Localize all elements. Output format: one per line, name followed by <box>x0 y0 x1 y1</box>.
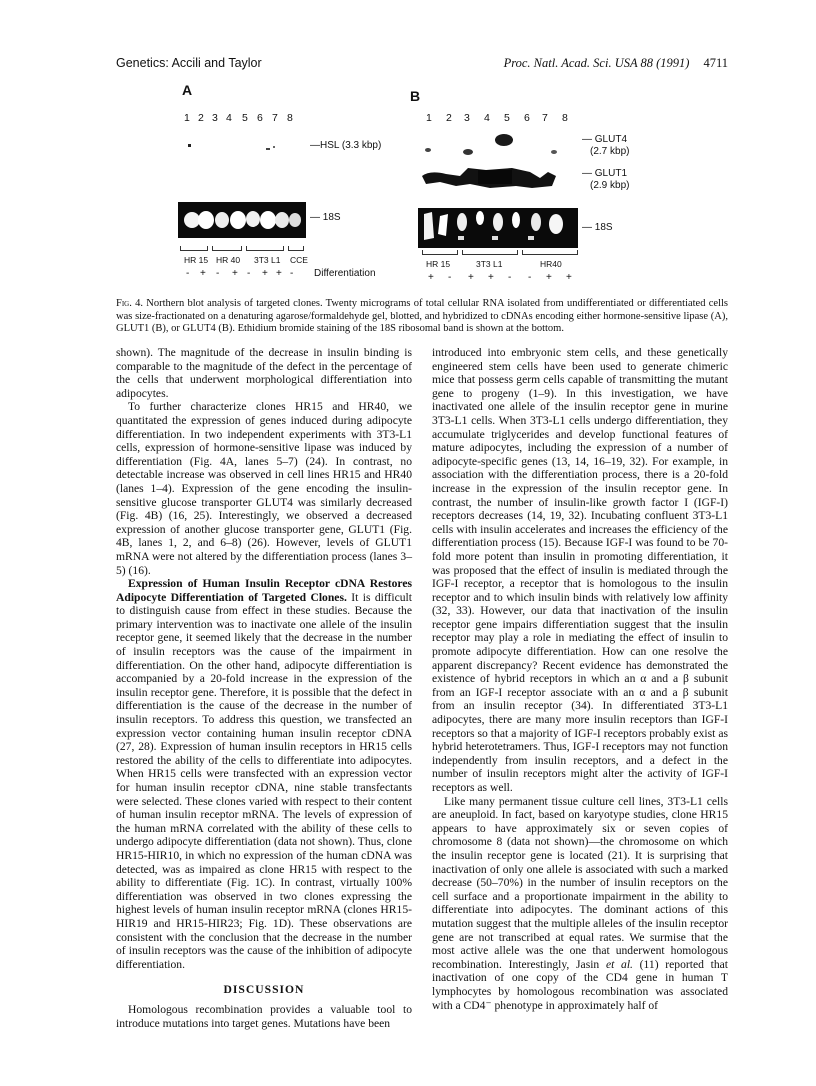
differentiation-mark: + <box>428 272 434 283</box>
group-bracket <box>462 250 518 255</box>
differentiation-label: Differentiation <box>314 268 376 279</box>
panel-b-letter: B <box>410 88 421 104</box>
differentiation-mark: - <box>508 272 512 283</box>
band-label-glut4-size: (2.7 kbp) <box>590 146 630 157</box>
band-label-glut1: — GLUT1 <box>582 168 628 179</box>
group-label: HR 15 <box>184 255 209 265</box>
page-number: 4711 <box>703 56 728 70</box>
paragraph-text-italic: et al. <box>605 957 633 971</box>
group-label: HR40 <box>540 259 562 269</box>
lane-number: 5 <box>242 112 248 124</box>
band-label-glut1-size: (2.9 kbp) <box>590 180 630 191</box>
group-label: HR 15 <box>426 259 451 269</box>
journal-citation: Proc. Natl. Acad. Sci. USA 88 (1991) <box>503 56 690 70</box>
band-label-hsl: —HSL (3.3 kbp) <box>310 140 382 151</box>
hsl-blot-image <box>178 132 308 162</box>
caption-text: Northern blot analysis of targeted clones. Twenty micrograms of total cellular RNA isolated from undifferentiated or differentiated cells was size-fractionated on a denaturing agarose/formaldehyde gel, blotted, and hybridized to cDNAs encoding either hormone-sensitive lipase (A), GLUT1 (B), or GLUT4 (B). Ethidium bromide staining of the 18S ribosomal band is shown at the bottom. <box>116 298 728 334</box>
differentiation-mark: - <box>216 268 220 279</box>
paragraph-text: Like many permanent tissue culture cell lines, 3T3-L1 cells are aneuploid. In fact, based on karyotype studies, clone HR15 appears to have approximately six or seven copies of chromosome 8 (data not shown)—the chromosome on which the insulin receptor gene is located (21). It is surprising that inactivation of only one allele is associated with such a marked decrease (50–70%) in the number of insulin receptors on the cell surface and a proportionate impairment in the ability to differentiate into adipocytes. The dominant actions of this mutation suggest that the multiple alleles of the insulin receptor gene are not transcribed at equal rates. We surmise that the most active allele was the one that underwent homologous recombination. Interestingly, Jasin <box>432 794 728 971</box>
group-bracket <box>522 250 578 255</box>
differentiation-mark: + <box>276 268 282 279</box>
lane-number: 7 <box>272 112 278 124</box>
paragraph: shown). The magnitude of the decrease in insulin binding is comparable to the magnitude of the defect in the percentage of the cells that underwent morphological differentiation into adipocytes. <box>116 346 412 400</box>
paragraph-heading: Expression of Human Insulin Receptor cDNA Restores Adipocyte Differentiation of Targeted Clones. <box>116 577 412 604</box>
header-section-author: Genetics: Accili and Taylor <box>116 56 262 70</box>
glut-blot-image <box>420 132 580 194</box>
differentiation-mark: + <box>262 268 268 279</box>
lane-number: 5 <box>504 112 510 124</box>
lane-number: 8 <box>562 112 568 124</box>
ethidium-18s-blot-a <box>178 202 306 238</box>
lane-number: 1 <box>426 112 432 124</box>
lane-number: 8 <box>287 112 293 124</box>
differentiation-mark: - <box>186 268 190 279</box>
group-bracket <box>288 246 304 251</box>
group-bracket <box>422 250 458 255</box>
left-column <box>116 346 412 1030</box>
lane-number: 3 <box>212 112 218 124</box>
group-bracket <box>212 246 242 251</box>
paragraph-text: (11) reported that inactivation of one copy of the CD4 gene in human T lymphocytes by homologous recombination was associated with a CD4⁻ phenotype in approximately half of <box>432 957 728 1012</box>
group-bracket <box>246 246 284 251</box>
caption-label: Fig. 4. <box>116 298 144 309</box>
differentiation-mark: + <box>566 272 572 283</box>
paragraph: To further characterize clones HR15 and HR40, we quantitated the expression of genes induced during adipocyte differentiation. In two independent experiments with 3T3-L1 cells, expression of hormone-sensitive lipase was induced by differentiation (Fig. 4A, lanes 5–7) (24). In contrast, no detectable increase was observed in cell lines HR15 and HR40 (lanes 1–4). Expression of the gene encoding the insulin-sensitive glucose transporter GLUT4 was similarly decreased (Fig. 4B) (16, 25). Interestingly, we observed a decreased expression of another glucose transporter gene, GLUT1 (Fig. 4B, lanes 1, 2, and 6–8) (26). However, levels of GLUT1 mRNA were not altered by the differentiation process (lanes 3–5) (16). <box>116 400 412 577</box>
differentiation-mark: - <box>247 268 251 279</box>
lane-number: 4 <box>226 112 232 124</box>
lane-number: 1 <box>184 112 190 124</box>
band-label-18s-a: — 18S <box>310 212 341 223</box>
ethidium-18s-blot-b <box>418 208 578 248</box>
lane-number: 7 <box>542 112 548 124</box>
differentiation-mark: + <box>546 272 552 283</box>
lane-number: 6 <box>524 112 530 124</box>
differentiation-mark: - <box>290 268 294 279</box>
lane-number: 3 <box>464 112 470 124</box>
differentiation-mark: - <box>528 272 532 283</box>
paragraph <box>116 577 412 971</box>
differentiation-mark: - <box>448 272 452 283</box>
band-label-18s-b: — 18S <box>582 222 613 233</box>
group-label: HR 40 <box>216 255 241 265</box>
differentiation-mark: + <box>468 272 474 283</box>
lane-number: 4 <box>484 112 490 124</box>
lane-number: 2 <box>198 112 204 124</box>
section-heading-discussion: DISCUSSION <box>223 983 305 997</box>
right-column <box>432 346 728 1012</box>
running-header <box>116 56 728 72</box>
band-label-glut4: — GLUT4 <box>582 134 628 145</box>
paragraph: introduced into embryonic stem cells, and these genetically engineered stem cells have been used to generate chimeric mice that possess germ cells capable of transmitting the mutant gene to progeny (1–9). In this investigation, we have inactivated one allele of the insulin receptor gene in murine 3T3-L1 cells. When 3T3-L1 cells undergo differentiation, they accumulate triglycerides and develop functional features of mature adipocytes, including the expression of a number of adipocyte-specific genes (13, 14, 16–19, 32). For example, in association with the differentiation process, there is a 20-fold increase in the expression of the insulin receptor gene. In contrast, the number of insulin-like growth factor I (IGF-I) receptors decreases (14, 19, 32). Incubating confluent 3T3-L1 cells with insulin accelerates and increases the efficiency of the differentiation process (15). Because IGF-I was found to be 70-fold more potent than insulin in promoting differentiation, it was proposed that the effect of insulin is mediated through the IGF-I receptor, a receptor that is homologous to the insulin receptor and to which insulin binds with relatively low affinity (32, 33). However, our data that inactivation of the insulin receptor gene impairs differentiation suggest that the insulin receptor may play a role in mediating the effect of insulin to promote adipocyte differentiation. How can one resolve the apparent discrepancy? Recent evidence has demonstrated the existence of hybrid receptors in which an α and a β subunit from an IGF-I receptor associate with an α and a β subunit from an insulin receptor (34). In differentiated 3T3-L1 adipocytes, there are many more insulin receptors than IGF-I receptors so that a majority of IGF-I receptors probably exist as hybrid heterotetramers. Thus, IGF-I receptors may not function independently from insulin receptors, and a defect in the number of insulin receptors might alter the activity of IGF-I receptors as well. <box>432 346 728 794</box>
differentiation-mark: + <box>232 268 238 279</box>
figure-4 <box>170 80 640 290</box>
group-label: CCE <box>290 255 308 265</box>
lane-number: 2 <box>446 112 452 124</box>
differentiation-mark: + <box>488 272 494 283</box>
group-label: 3T3 L1 <box>254 255 281 265</box>
differentiation-mark: + <box>200 268 206 279</box>
panel-a-letter: A <box>182 82 193 98</box>
paragraph-body: It is difficult to distinguish cause from effect in these studies. Because the primary intervention was to inactivate one allele of the insulin receptor gene, it seemed likely that the decrease in the number of insulin receptors was the cause of the impairment in differentiation. On the other hand, adipocyte differentiation is accompanied by a 20-fold increase in the expression of the insulin receptor gene. Therefore, it is possible that the defect in differentiation is the cause of the decrease in the number of insulin receptors. To address this question, we transfected an expression vector containing human insulin receptor cDNA (27, 28). Expression of human insulin receptors in HR15 cells restored the ability of the cells to differentiate into adipocytes. When HR15 cells were transfected with an expression vector for human insulin receptor cDNA, nine stable transfectants were selected. These clones varied with respect to their content of human insulin receptor mRNA. The levels of expression of the human mRNA correlated with the ability of these cells to undergo adipocyte differentiation (data not shown). Thus, clone HR15-HIR10, in which no expression of the human cDNA was detected, was as impaired as clone HR15 with respect to the ability to differentiate (Fig. 1C). In contrast, virtually 100% differentiation was observed in two clones expressing the highest levels of human insulin receptor mRNA (clones HR15-HIR19 and HR15-HIR23; Fig. 1D). These observations are consistent with the conclusion that the decrease in the number of insulin receptors was the cause of the inhibition of adipocyte differentiation. <box>116 590 412 971</box>
figure-caption <box>116 298 728 336</box>
group-bracket <box>180 246 208 251</box>
header-journal <box>504 56 728 71</box>
paragraph: Homologous recombination provides a valuable tool to introduce mutations into target genes. Mutations have been <box>116 1002 412 1030</box>
paragraph <box>432 795 728 1013</box>
lane-number: 6 <box>257 112 263 124</box>
group-label: 3T3 L1 <box>476 259 503 269</box>
